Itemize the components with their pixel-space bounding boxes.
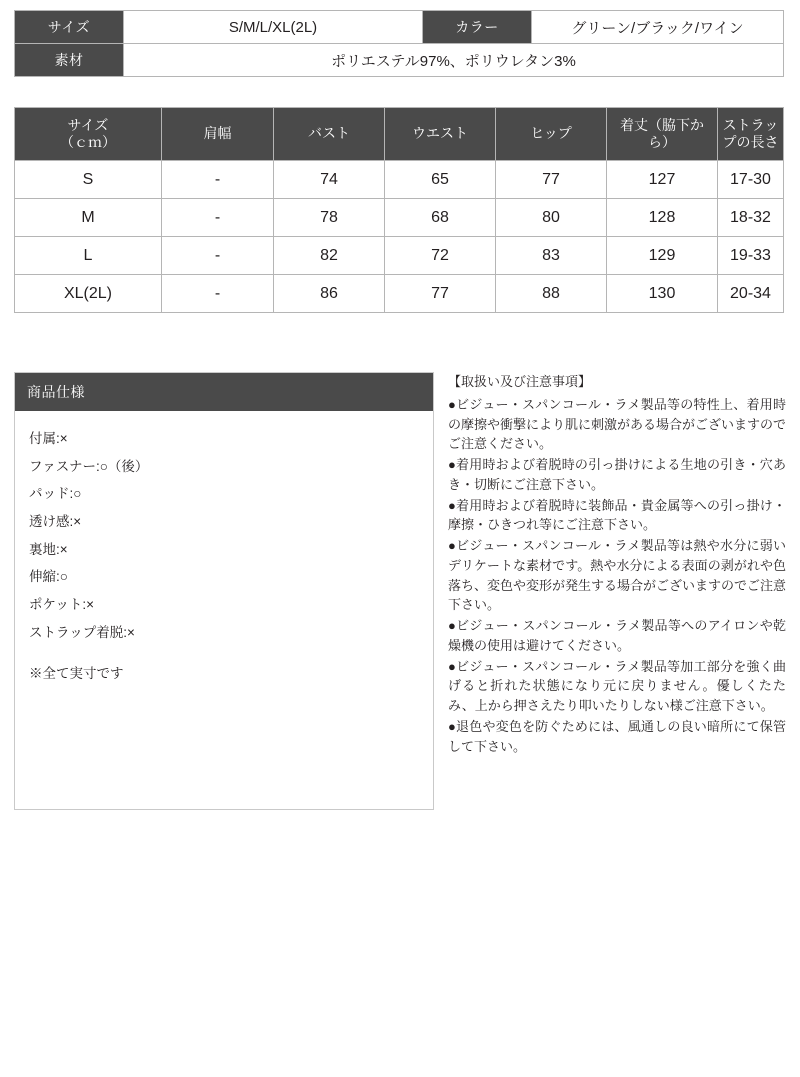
cell-shoulder: -	[162, 237, 274, 275]
col-shoulder: 肩幅	[162, 108, 274, 161]
col-strap-length: ストラップの長さ	[718, 108, 784, 161]
list-item: 伸縮:○	[29, 569, 68, 585]
care-paragraph: ●着用時および着脱時に装飾品・貴金属等への引っ掛け・摩擦・ひきつれ等にご注意下さい。	[448, 497, 786, 533]
spec-table	[14, 10, 784, 77]
cell-length: 127	[607, 161, 718, 199]
cell-length: 128	[607, 199, 718, 237]
spec-color-value: グリーン/ブラック/ワイン	[532, 11, 784, 44]
cell-hip: 88	[496, 275, 607, 313]
bottom-section	[14, 372, 786, 810]
cell-bust: 78	[274, 199, 385, 237]
cell-hip: 83	[496, 237, 607, 275]
cell-hip: 80	[496, 199, 607, 237]
cell-shoulder: -	[162, 199, 274, 237]
product-detail-page	[0, 10, 800, 1077]
spec-material-value: ポリエステル97%、ポリウレタン3%	[124, 44, 784, 77]
cell-bust: 74	[274, 161, 385, 199]
col-waist: ウエスト	[385, 108, 496, 161]
col-bust: バスト	[274, 108, 385, 161]
col-hip: ヒップ	[496, 108, 607, 161]
spec-size-value: S/M/L/XL(2L)	[124, 11, 423, 44]
list-item: 透け感:×	[29, 514, 82, 530]
cell-hip: 77	[496, 161, 607, 199]
list-item: 裏地:×	[29, 541, 68, 557]
cell-shoulder: -	[162, 275, 274, 313]
cell-strap: 18-32	[718, 199, 784, 237]
spec-material-label: 素材	[15, 44, 124, 77]
list-item: パッド:○	[29, 486, 82, 502]
cell-bust: 86	[274, 275, 385, 313]
col-size: サイズ （ｃｍ）	[15, 108, 162, 161]
care-paragraph: ●ビジュー・スパンコール・ラメ製品等へのアイロンや乾燥機の使用は避けてください。	[448, 618, 786, 653]
list-item: 付属:×	[29, 431, 68, 446]
cell-waist: 68	[385, 199, 496, 237]
care-paragraph: ●退色や変色を防ぐためには、風通しの良い暗所にて保管して下さい。	[448, 718, 786, 754]
care-paragraph: ●着用時および着脱時の引っ掛けによる生地の引き・穴あき・切断にご注意下さい。	[448, 457, 786, 492]
care-paragraph: ●ビジュー・スパンコール・ラメ製品等は熱や水分に弱いデリケートな素材です。熱や水分による表面の剥がれや色落ち、変色や変形が発生する場合がございますのでご注意下さい。	[448, 538, 787, 613]
care-paragraph: ●ビジュー・スパンコール・ラメ製品等加工部分を強く曲げると折れた状態になり元に戻りません。優しくたたみ、上から押さえたり叩いたりしない様ご注意下さい。	[448, 658, 786, 713]
cell-waist: 72	[385, 237, 496, 275]
col-length: 着丈（脇下か ら）	[607, 108, 718, 161]
cell-size: XL(2L)	[15, 275, 162, 313]
cell-waist: 65	[385, 161, 496, 199]
cell-shoulder: -	[162, 161, 274, 199]
cell-size: M	[15, 199, 162, 237]
product-spec-panel	[14, 372, 434, 810]
spec-color-label: カラー	[423, 11, 532, 44]
cell-size: S	[15, 161, 162, 199]
care-title: 【取扱い及び注意事項】	[448, 374, 592, 389]
table-header-row	[15, 108, 784, 161]
product-spec-list	[15, 411, 433, 809]
cell-strap: 17-30	[718, 161, 784, 199]
product-spec-note: ※全て実寸です	[29, 666, 124, 682]
table-row	[15, 199, 784, 237]
cell-size: L	[15, 237, 162, 275]
cell-strap: 20-34	[718, 275, 784, 313]
cell-bust: 82	[274, 237, 385, 275]
measurement-table	[14, 107, 784, 313]
spec-size-label: サイズ	[15, 11, 124, 44]
table-row	[15, 11, 784, 44]
table-row	[15, 161, 784, 199]
table-row	[15, 44, 784, 77]
cell-waist: 77	[385, 275, 496, 313]
product-spec-title: 商品仕様	[15, 373, 433, 411]
list-item: ポケット:×	[29, 597, 94, 613]
cell-strap: 19-33	[718, 237, 784, 275]
list-item: ファスナー:○（後）	[29, 458, 149, 474]
cell-length: 129	[607, 237, 718, 275]
table-row	[15, 237, 784, 275]
care-instructions	[448, 372, 786, 757]
cell-length: 130	[607, 275, 718, 313]
care-paragraph: ●ビジュー・スパンコール・ラメ製品等の特性上、着用時の摩擦や衝撃により肌に刺激がある場合がございますのでご注意ください。	[448, 396, 787, 452]
list-item: ストラップ着脱:×	[29, 624, 135, 640]
spacer	[29, 646, 419, 660]
table-row	[15, 275, 784, 313]
